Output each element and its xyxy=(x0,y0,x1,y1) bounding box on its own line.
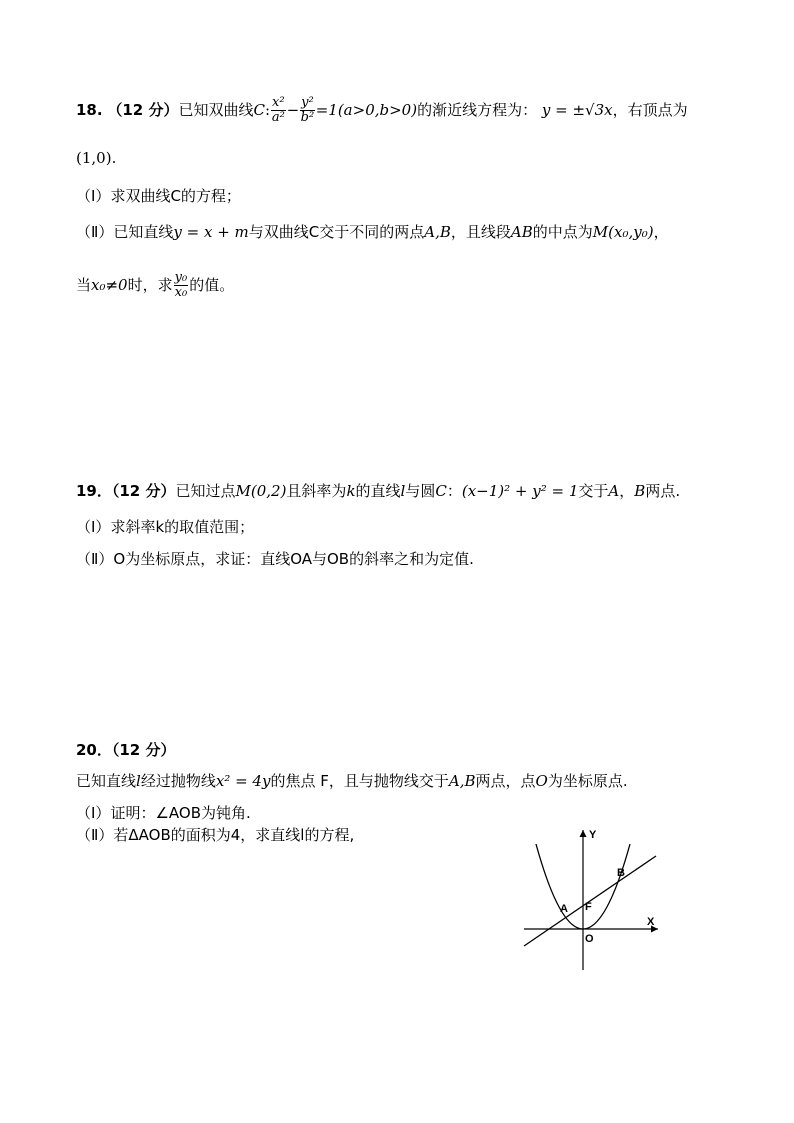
q18-part2-label: （Ⅱ） xyxy=(76,223,114,241)
q19-number: 19． xyxy=(76,482,112,500)
q19-part2 xyxy=(76,549,474,569)
q19-text-f: 两点. xyxy=(645,482,681,500)
q18-line2 xyxy=(76,148,116,168)
q19-circle-eq: (x−1)² + y² = 1 xyxy=(461,482,579,500)
q18-part2-frac-den: x₀ xyxy=(174,285,188,300)
q18-asym-text: 的渐近线方程为： xyxy=(417,101,538,119)
q18-part2-text-c: ，且线段 xyxy=(450,223,511,241)
parabola-diagram xyxy=(520,824,670,974)
q20-stmt-c: 的焦点 F，且与抛物线交于 xyxy=(270,772,449,790)
q18-eq-rest: =1(a>0,b>0) xyxy=(315,101,418,119)
q18-vertex-point: (1,0) xyxy=(76,149,112,167)
q19-text-c: 的直线 xyxy=(355,482,401,500)
q20-parabola: x² = 4y xyxy=(215,772,271,790)
q19-points: （12 分） xyxy=(111,482,176,500)
q18-part2-line1 xyxy=(76,222,669,242)
q18-number: 18. xyxy=(76,101,103,119)
q18-minus: − xyxy=(286,101,300,119)
q20-part2-label: （Ⅱ） xyxy=(76,826,114,844)
q18-colon: : xyxy=(264,101,271,119)
q19-circle: C xyxy=(435,482,447,500)
label-o: O xyxy=(585,933,594,945)
q19-text-a: 已知过点 xyxy=(175,482,236,500)
q18-intro: 已知双曲线 xyxy=(178,101,254,119)
q19-text-e: 交于 xyxy=(578,482,609,500)
label-f: F xyxy=(585,901,592,913)
q19-part1-label: （Ⅰ） xyxy=(76,518,111,536)
q19-text-d: 与圆 xyxy=(405,482,436,500)
q19-k: k xyxy=(346,482,356,500)
q20-part1-label: （Ⅰ） xyxy=(76,804,111,822)
q18-part2-points: A,B xyxy=(424,223,451,241)
q20-points: （12 分） xyxy=(111,741,176,759)
q18-part2-mid: M(x₀,y₀) xyxy=(592,223,654,241)
q19-point-b: B xyxy=(634,482,646,500)
q18-part2-line2 xyxy=(76,271,234,300)
q18-line1 xyxy=(76,96,688,125)
q20-origin: O xyxy=(535,772,548,790)
label-x: X xyxy=(647,916,655,928)
q18-part2-frac-num: y₀ xyxy=(174,270,188,285)
q20-stmt-a: 已知直线 xyxy=(76,772,137,790)
q20-part2-text: 若ΔAOB的面积为4，求直线l的方程, xyxy=(113,826,355,844)
q18-asym-eq: y = ±√3x xyxy=(541,101,613,119)
q20-number: 20． xyxy=(76,741,112,759)
q18-part2-comma: ， xyxy=(653,223,669,241)
q18-part2-cond: x₀≠0 xyxy=(91,276,128,294)
q18-frac-y-den: b² xyxy=(300,110,315,125)
q18-frac-y-num: y² xyxy=(301,95,314,110)
q20-stmt-d: 两点，点 xyxy=(475,772,536,790)
q18-curve-name: C xyxy=(253,101,265,119)
q20-part1 xyxy=(76,803,251,823)
q20-l: l xyxy=(136,772,141,790)
q19-part1-text: 求斜率k的取值范围； xyxy=(110,518,255,536)
q19-point: M(0,2) xyxy=(235,482,287,500)
q20-heading xyxy=(76,740,175,760)
q18-part2-text-a: 已知直线 xyxy=(113,223,174,241)
q18-part2-line2-b: 时，求 xyxy=(127,276,173,294)
q18-frac-x-num: x² xyxy=(272,95,285,110)
q18-part1-text: 求双曲线C的方程； xyxy=(110,187,241,205)
q20-points-ab: A,B xyxy=(448,772,476,790)
label-b: B xyxy=(617,867,625,879)
q18-points: （12 分） xyxy=(107,101,179,119)
q19-part2-label: （Ⅱ） xyxy=(76,550,114,568)
label-a: A xyxy=(560,903,568,915)
q18-period: . xyxy=(111,149,117,167)
q19-colon: ： xyxy=(446,482,462,500)
q20-statement xyxy=(76,771,628,791)
q19-point-a: A xyxy=(608,482,620,500)
label-y: Y xyxy=(589,829,597,841)
q18-frac-x-den: a² xyxy=(271,110,285,125)
q19-line1 xyxy=(76,481,680,501)
q18-part2-seg: AB xyxy=(510,223,533,241)
q19-sep: ， xyxy=(619,482,635,500)
q18-part1 xyxy=(76,186,241,206)
q19-text-b: 且斜率为 xyxy=(286,482,347,500)
q18-part2-line2-c: 的值。 xyxy=(189,276,235,294)
q19-l: l xyxy=(400,482,406,500)
q18-frac-y xyxy=(300,96,315,125)
parabola-figure xyxy=(520,824,670,974)
q19-part1 xyxy=(76,517,254,537)
q18-part2-text-d: 的中点为 xyxy=(532,223,593,241)
q18-frac-x xyxy=(271,96,286,125)
q20-part2 xyxy=(76,825,354,845)
q18-part2-text-b: 与双曲线C交于不同的两点 xyxy=(248,223,425,241)
q18-part1-label: （Ⅰ） xyxy=(76,187,111,205)
q20-stmt-e: 为坐标原点. xyxy=(547,772,628,790)
q20-stmt-b: 经过抛物线 xyxy=(140,772,216,790)
q18-part2-line-eq: y = x + m xyxy=(173,223,249,241)
q19-part2-text: O为坐标原点，求证：直线OA与OB的斜率之和为定值. xyxy=(113,550,474,568)
q18-part2-line2-a: 当 xyxy=(76,276,92,294)
q20-part1-text: 证明：∠AOB为钝角. xyxy=(110,804,251,822)
q18-vertex-text: ，右顶点为 xyxy=(612,101,688,119)
q18-part2-frac xyxy=(174,271,189,300)
